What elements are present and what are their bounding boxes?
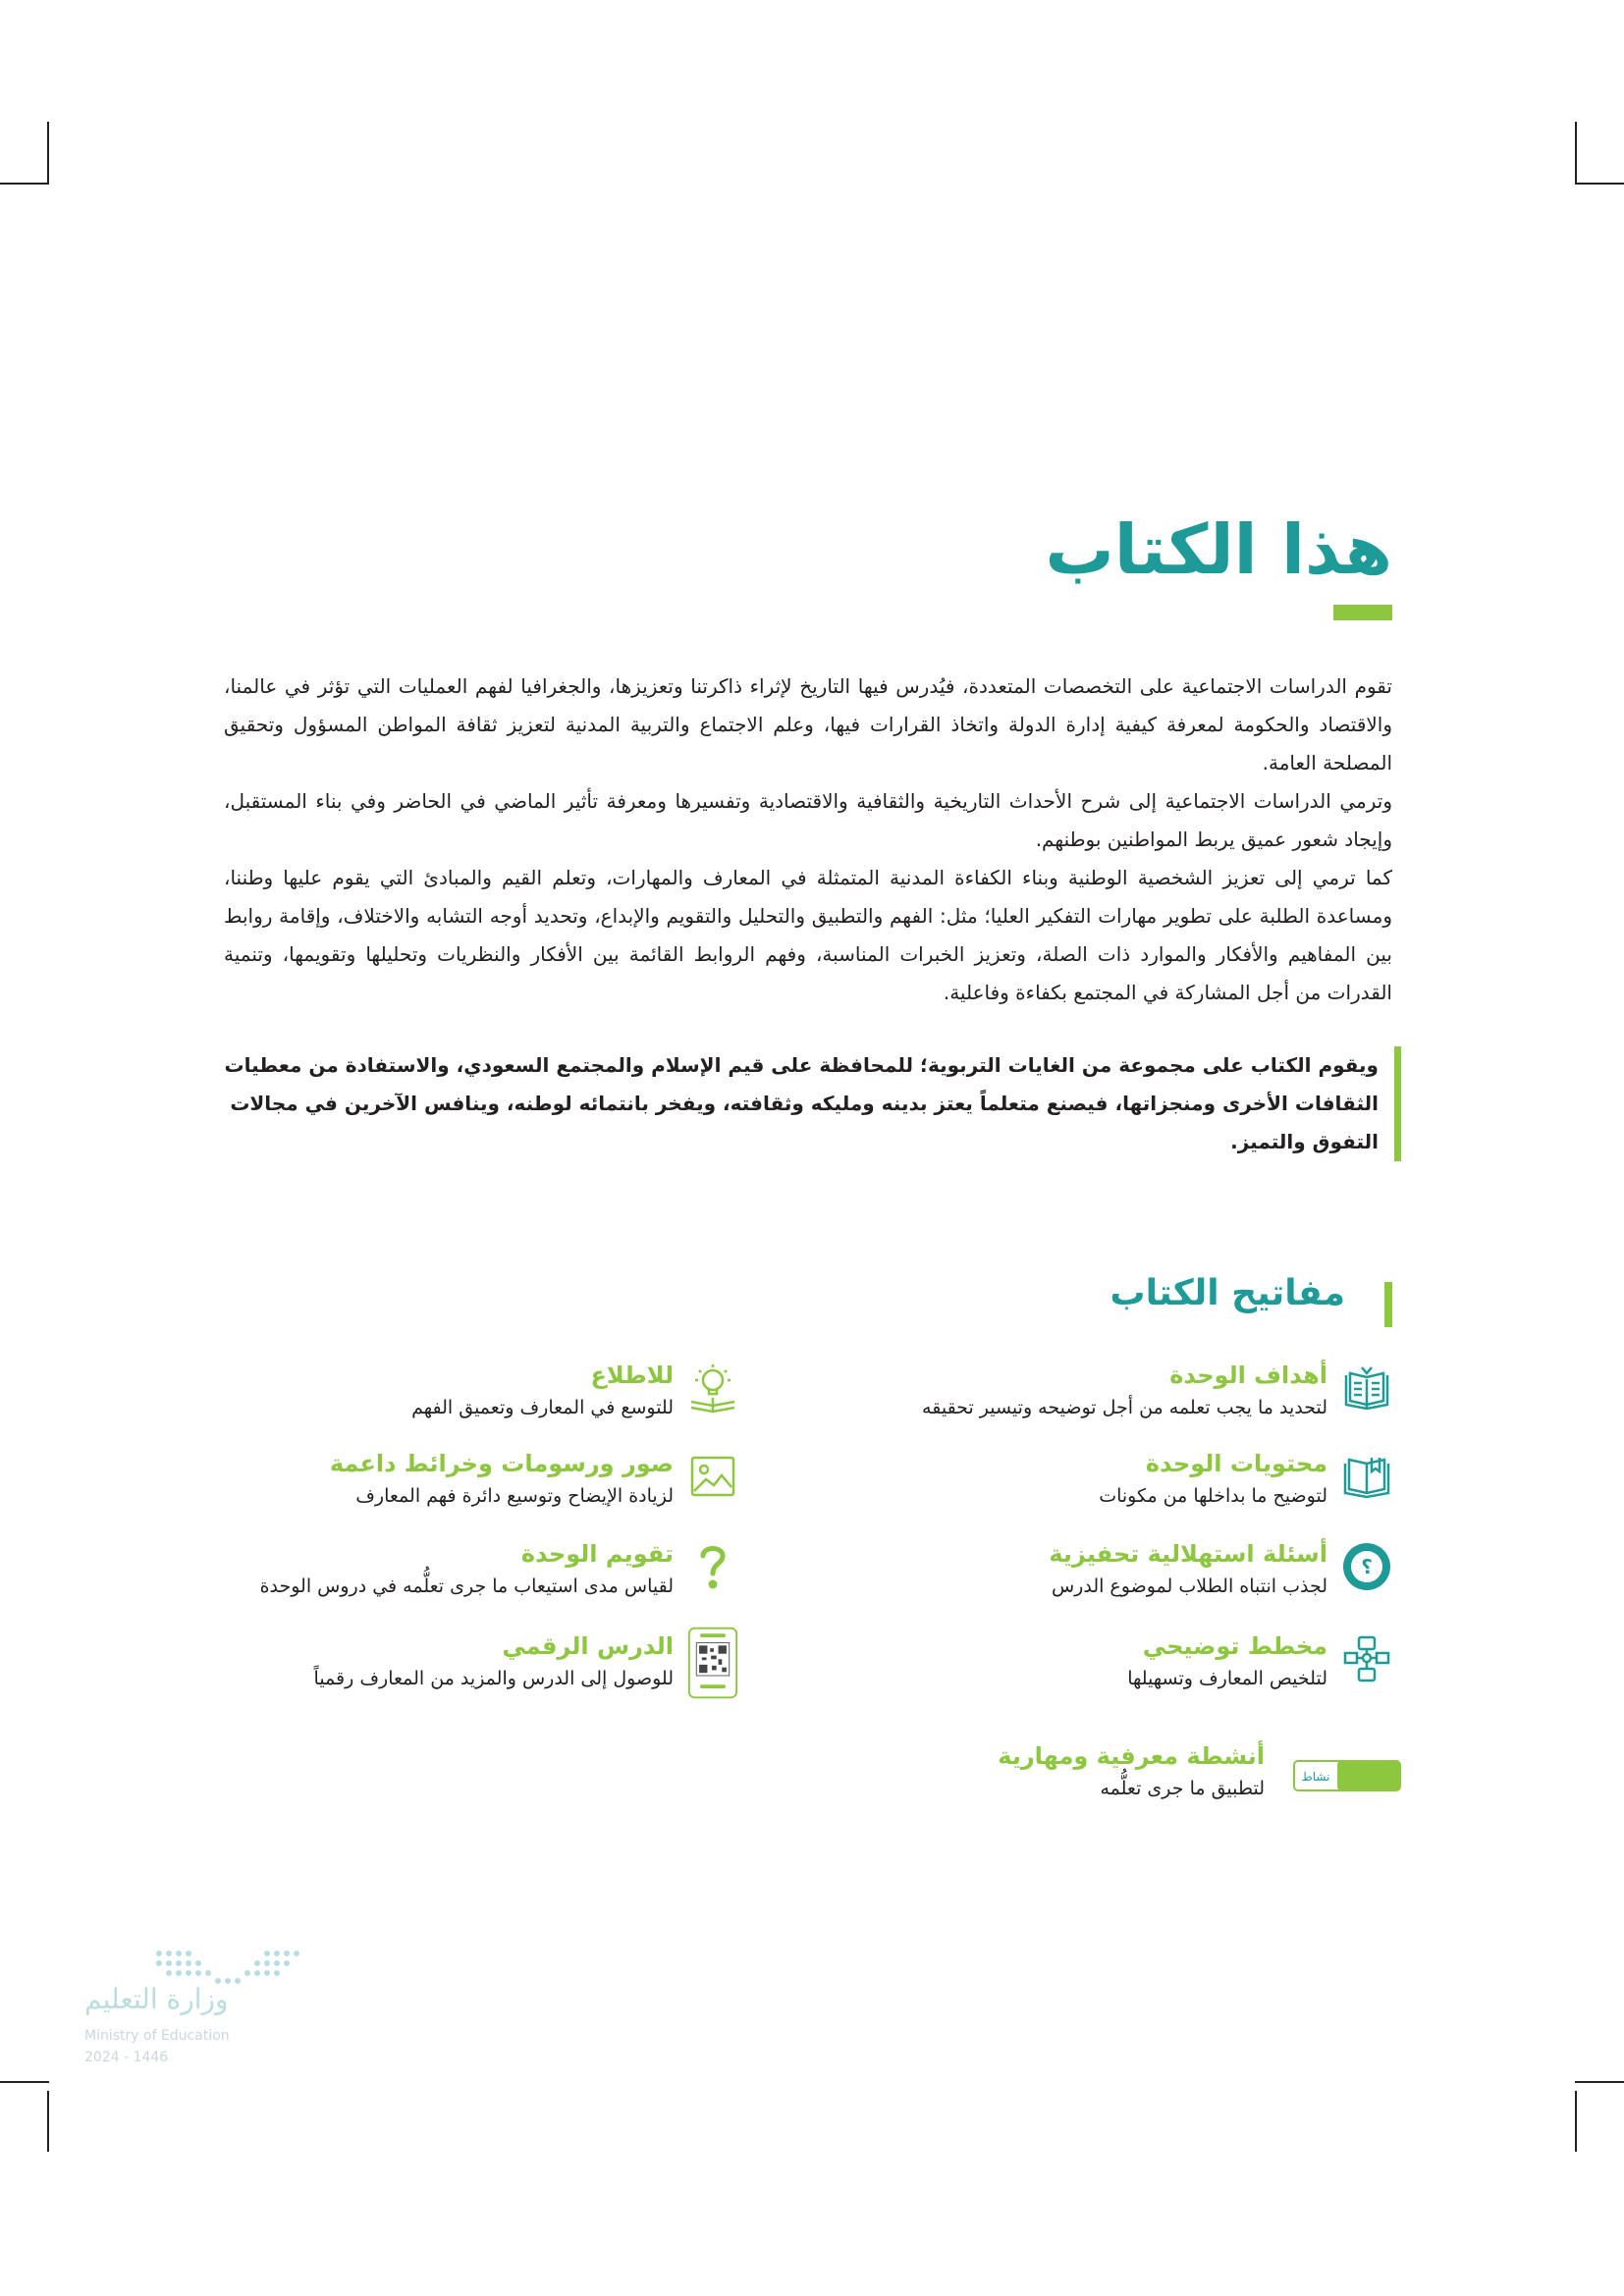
open-book-icon: [1341, 1451, 1392, 1502]
key-description: لجذب انتباه الطلاب لموضوع الدرس: [1051, 1575, 1327, 1597]
goals-paragraph: ويقوم الكتاب على مجموعة من الغايات التربوية؛ للمحافظة على قيم الإسلام والمجتمع السعودي، والاستفادة من معطيات الثقافات الأخرى ومنجزاتها، فيصنع متعلماً يعتز بدينه ومليكه وثقافته، ويفخر بانتمائه لوطنه، وينافس الآخرين في مجالات التفوق والتميز.: [224, 1053, 1379, 1153]
key-description: لتطبيق ما جرى تعلُّمه: [1100, 1778, 1265, 1799]
key-description: للتوسع في المعارف وتعميق الفهم: [411, 1397, 674, 1418]
title-underline: [1333, 605, 1392, 620]
key-description: لقياس مدى استيعاب ما جرى تعلُّمه في دروس الوحدة: [259, 1575, 674, 1597]
svg-text:؟: ؟: [1361, 1555, 1373, 1578]
key-unit-goals: [842, 1359, 1392, 1437]
image-icon: [687, 1451, 738, 1502]
key-title: الدرس الرقمي: [502, 1632, 674, 1660]
key-digital: [189, 1629, 738, 1708]
crop-mark: [1575, 183, 1624, 185]
key-title: أنشطة معرفية ومهارية: [998, 1742, 1265, 1770]
key-activities: [852, 1739, 1402, 1818]
crop-mark: [1575, 122, 1577, 183]
key-questions: [842, 1537, 1392, 1616]
key-description: لتلخيص المعارف وتسهيلها: [1127, 1668, 1327, 1689]
question-circle-icon: [1341, 1541, 1392, 1592]
crop-mark: [47, 122, 49, 183]
logo-english-text: Ministry of Education: [84, 2028, 230, 2044]
key-unit-contents: [842, 1447, 1392, 1525]
page-title: هذا الكتاب: [1045, 509, 1392, 590]
logo-arabic-text: وزارة التعليم: [84, 1983, 229, 2015]
section-marker: [1384, 1282, 1392, 1327]
key-assessment: [189, 1537, 738, 1616]
key-title: تقويم الوحدة: [520, 1540, 674, 1568]
crop-mark: [0, 2081, 49, 2083]
key-title: مخطط توضيحي: [1142, 1632, 1327, 1660]
intro-text: [224, 667, 1392, 1012]
activity-badge-label: نشاط: [1301, 1770, 1330, 1784]
qr-code-icon: [687, 1624, 738, 1702]
goals-block: [224, 1046, 1401, 1161]
book-list-icon: [1341, 1362, 1392, 1414]
key-explore: [189, 1359, 738, 1437]
activity-badge-icon: [1292, 1759, 1402, 1792]
key-title: محتويات الوحدة: [1145, 1450, 1327, 1477]
lightbulb-book-icon: [687, 1362, 738, 1414]
crop-mark: [47, 2091, 49, 2152]
key-title: أسئلة استهلالية تحفيزية: [1049, 1540, 1327, 1568]
intro-paragraph: تقوم الدراسات الاجتماعية على التخصصات المتعددة، فيُدرس فيها التاريخ لإثراء ذاكرتنا وتعزيزها، والجغرافيا لفهم العمليات التي تؤثر في عالمنا، والاقتصاد والحكومة لمعرفة كيفية إدارة الدولة واتخاذ القرارات فيها، وعلم الاجتماع والتربية المدنية لتعزيز ثقافة المواطن المسؤول وتحقيق المصلحة العامة.: [224, 674, 1392, 774]
key-diagram: [842, 1629, 1392, 1708]
key-title: أهداف الوحدة: [1169, 1362, 1327, 1389]
key-description: لزيادة الإيضاح وتوسيع دائرة فهم المعارف: [355, 1485, 674, 1507]
key-description: للوصول إلى الدرس والمزيد من المعارف رقمياً: [313, 1668, 674, 1689]
key-description: لتحديد ما يجب تعلمه من أجل توضيحه وتيسير تحقيقه: [922, 1397, 1327, 1418]
key-title: للاطلاع: [590, 1362, 674, 1389]
crop-mark: [1575, 2081, 1624, 2083]
ministry-logo: [84, 1944, 300, 2081]
intro-paragraph: كما ترمي إلى تعزيز الشخصية الوطنية وبناء الكفاءة المدنية المتمثلة في المعارف والمهارات، وتعلم القيم والمبادئ التي يقوم عليها وطننا، ومساعدة الطلبة على تطوير مهارات التفكير العليا؛ مثل: الفهم والتطبيق والتحليل والتقويم والإبداع، وتحديد أوجه التشابه والاختلاف، وإقامة روابط بين المفاهيم والأفكار والموارد ذات الصلة، وتعزيز الخبرات المناسبة، وفهم الروابط القائمة بين الأفكار والنظريات وتحليلها وتقويمها، وتنمية القدرات من أجل المشاركة في المجتمع بكفاءة وفاعلية.: [224, 866, 1392, 1004]
crop-mark: [0, 183, 49, 185]
keys-heading: مفاتيح الكتاب: [1110, 1273, 1345, 1313]
crop-mark: [1575, 2091, 1577, 2152]
diagram-icon: [1341, 1633, 1392, 1684]
key-images: [189, 1447, 738, 1525]
key-description: لتوضيح ما بداخلها من مكونات: [1099, 1485, 1327, 1507]
intro-paragraph: وترمي الدراسات الاجتماعية إلى شرح الأحداث التاريخية والثقافية والاقتصادية وتفسيرها ومعرفة تأثير الماضي في الحاضر وفي بناء المستقبل، وإيجاد شعور عميق يربط المواطنين بوطنهم.: [224, 789, 1392, 851]
question-mark-icon: [687, 1541, 738, 1592]
logo-year: 2024 - 1446: [84, 2050, 169, 2065]
key-title: صور ورسومات وخرائط داعمة: [329, 1450, 674, 1477]
